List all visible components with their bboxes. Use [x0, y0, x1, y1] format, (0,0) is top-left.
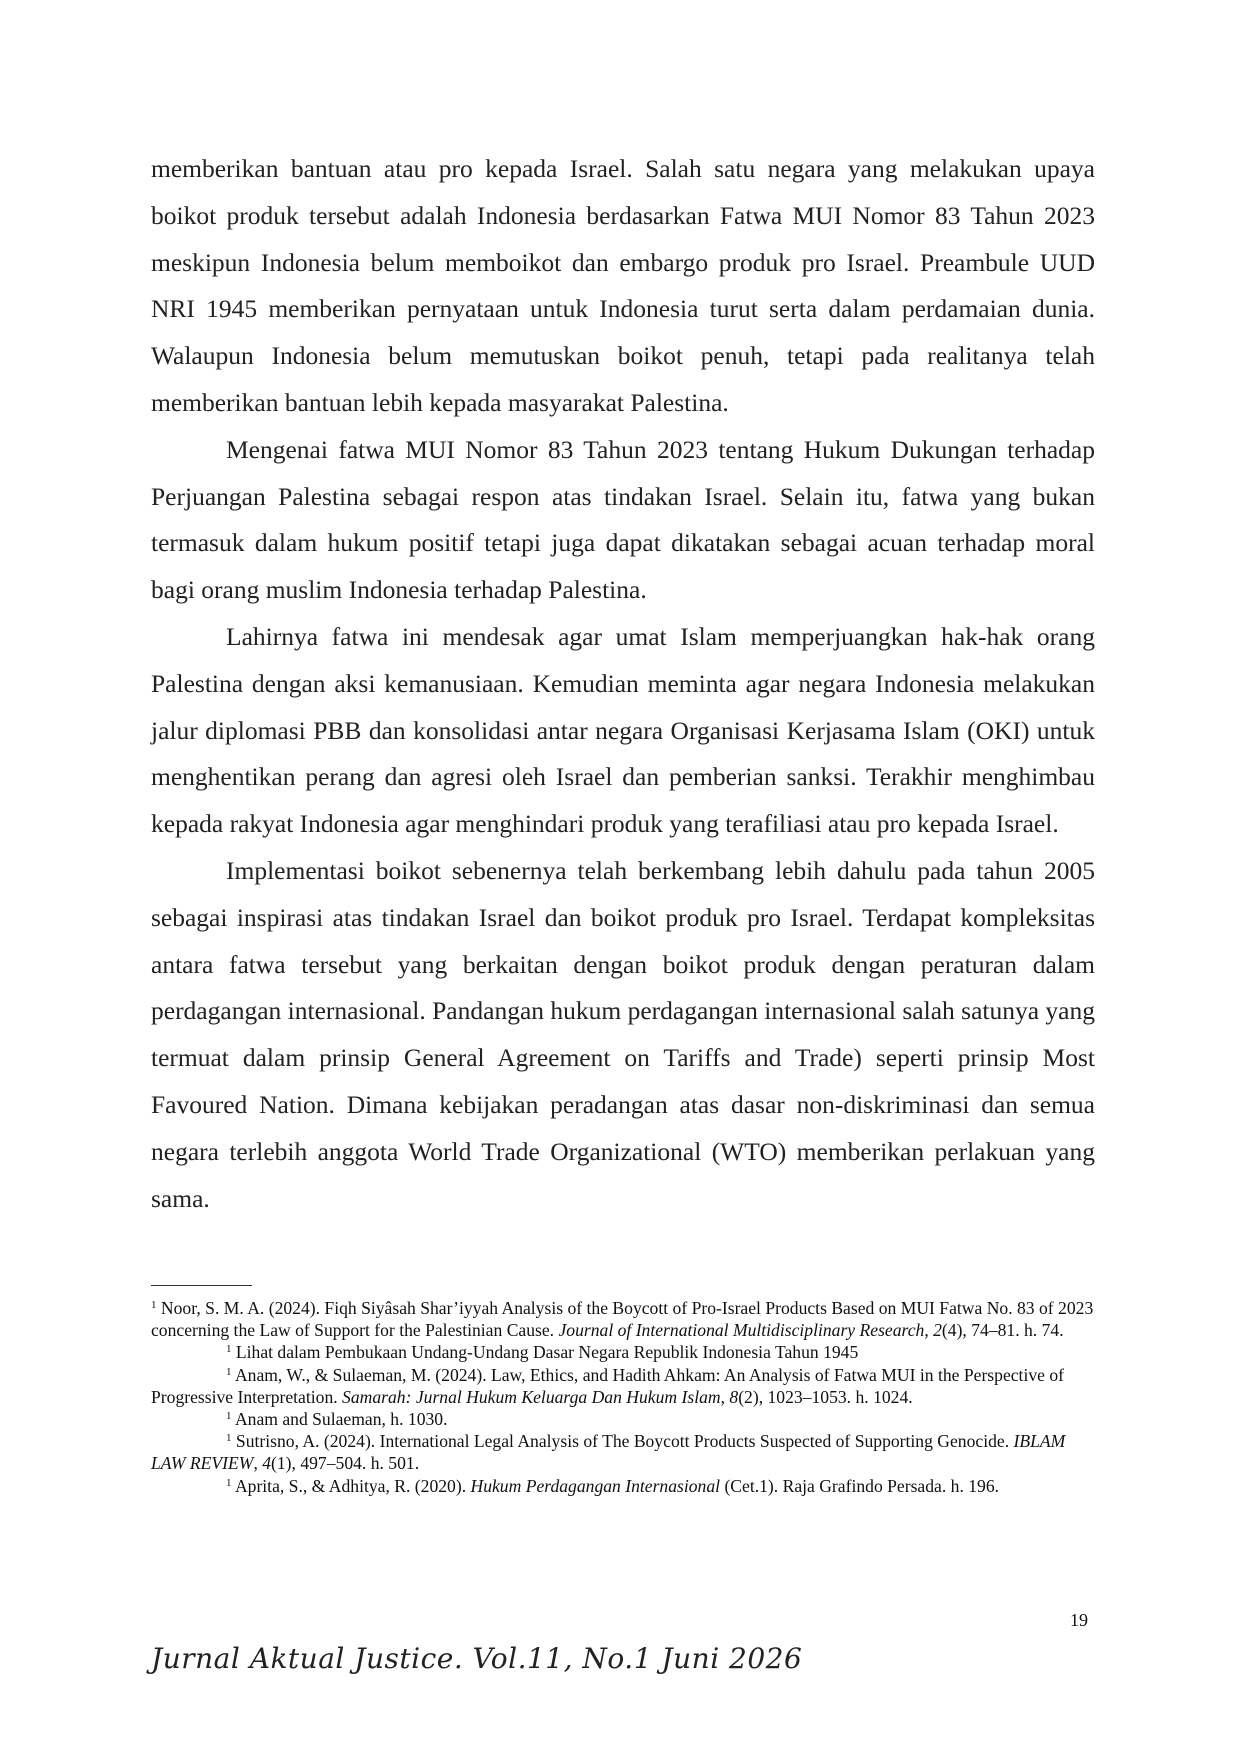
- footnote-volume: 2: [933, 1320, 942, 1341]
- footnote-mark: 1: [226, 1410, 232, 1423]
- footnote-book-title: Hukum Perdagangan Internasional: [470, 1475, 721, 1496]
- footnote-text: Noor, S. M. A. (2024). Fiqh Siyâsah Shar’iyyah Analysis of the Boycott of Pro-Israel Products Based on MUI Fatwa No. 83 of 2023 concerning the Law of Support for the Palestinian Cause.: [151, 1298, 1094, 1341]
- footnote-text: (4), 74–81. h. 74.: [941, 1320, 1064, 1341]
- paragraph: Lahirnya fatwa ini mendesak agar umat Islam memperjuangkan hak-hak orang Palestina dengan aksi kemanusiaan. Kemudian meminta agar negara Indonesia melakukan jalur diplomasi PBB dan konsolidasi antar negara Organisasi Kerjasama Islam (OKI) untuk menghentikan perang dan agresi oleh Israel dan pemberian sanksi. Terakhir menghimbau kepada rakyat Indonesia agar menghindari produk yang terafiliasi atau pro kepada Israel.: [151, 621, 1095, 839]
- footnote-mark: 1: [226, 1432, 232, 1445]
- footnote-text: Sutrisno, A. (2024). International Legal Analysis of The Boycott Products Suspected of Supporting Genocide.: [235, 1431, 1014, 1452]
- footnote-journal: Journal of International Multidisciplinary Research: [558, 1320, 925, 1341]
- footnote-mark: 1: [226, 1365, 232, 1378]
- footnote: [151, 1475, 1095, 1497]
- footnote: [151, 1364, 1095, 1408]
- footnote: [151, 1341, 1095, 1363]
- footnote-mark: 1: [151, 1299, 157, 1311]
- main-text: [151, 146, 1095, 1222]
- footnotes: [151, 1297, 1095, 1497]
- paragraph: Mengenai fatwa MUI Nomor 83 Tahun 2023 tentang Hukum Dukungan terhadap Perjuangan Palestina sebagai respon atas tindakan Israel. Selain itu, fatwa yang bukan termasuk dalam hukum positif tetapi juga dapat dikatakan sebagai acuan terhadap moral bagi orang muslim Indonesia terhadap Palestina.: [151, 434, 1095, 605]
- footnote-separator: [151, 1285, 252, 1286]
- footnote-text: Aprita, S., & Adhitya, R. (2020).: [234, 1475, 471, 1496]
- footnote-text: Anam, W., & Sulaeman, M. (2024). Law, Ethics, and Hadith Ahkam: An Analysis of Fatwa MUI in the Perspective of Progressive Interpretation.: [151, 1364, 1064, 1407]
- footnote-journal: Samarah: Jurnal Hukum Keluarga Dan Hukum Islam: [342, 1386, 721, 1407]
- footnote: [151, 1430, 1095, 1474]
- footnote-mark: 1: [226, 1343, 232, 1356]
- page-number: 19: [1070, 1610, 1088, 1630]
- footnote-text: Lihat dalam Pembukaan Undang-Undang Dasar Negara Republik Indonesia Tahun 1945: [235, 1342, 859, 1363]
- footnote: [151, 1297, 1095, 1341]
- footnote: [151, 1408, 1095, 1430]
- footnote-text: (2), 1023–1053. h. 1024.: [738, 1386, 913, 1407]
- footnote-text: (Cet.1). Raja Grafindo Persada. h. 196.: [720, 1475, 1000, 1496]
- footnote-volume: 4: [262, 1453, 272, 1474]
- footnote-text: Anam and Sulaeman, h. 1030.: [234, 1409, 448, 1430]
- journal-footer: Jurnal Aktual Justice. Vol.11, No.1 Juni 2026: [151, 1642, 803, 1675]
- footnote-text: (1), 497–504. h. 501.: [271, 1453, 420, 1474]
- paragraph: Implementasi boikot sebenernya telah berkembang lebih dahulu pada tahun 2005 sebagai inspirasi atas tindakan Israel dan boikot produk pro Israel. Terdapat kompleksitas antara fatwa tersebut yang berkaitan dengan boikot produk dengan peraturan dalam perdagangan internasional. Pandangan hukum perdagangan internasional salah satunya yang termuat dalam prinsip General Agreement on Tariffs and Trade) seperti prinsip Most Favoured Nation. Dimana kebijakan peradangan atas dasar non-diskriminasi dan semua negara terlebih anggota World Trade Organizational (WTO) memberikan perlakuan yang sama.: [151, 855, 1095, 1213]
- footnote-text: ,: [924, 1320, 934, 1341]
- paragraph: memberikan bantuan atau pro kepada Israel. Salah satu negara yang melakukan upaya boikot produk tersebut adalah Indonesia berdasarkan Fatwa MUI Nomor 83 Tahun 2023 meskipun Indonesia belum memboikot dan embargo produk pro Israel. Preambule UUD NRI 1945 memberikan pernyataan untuk Indonesia turut serta dalam perdamaian dunia. Walaupun Indonesia belum memutuskan boikot penuh, tetapi pada realitanya telah memberikan bantuan lebih kepada masyarakat Palestina.: [151, 154, 1095, 417]
- footnote-journal: IBLAM LAW REVIEW: [151, 1431, 1066, 1474]
- footnote-text: ,: [253, 1453, 263, 1474]
- footnote-mark: 1: [226, 1476, 232, 1489]
- footnote-text: ,: [720, 1386, 730, 1407]
- footnote-volume: 8: [729, 1386, 739, 1407]
